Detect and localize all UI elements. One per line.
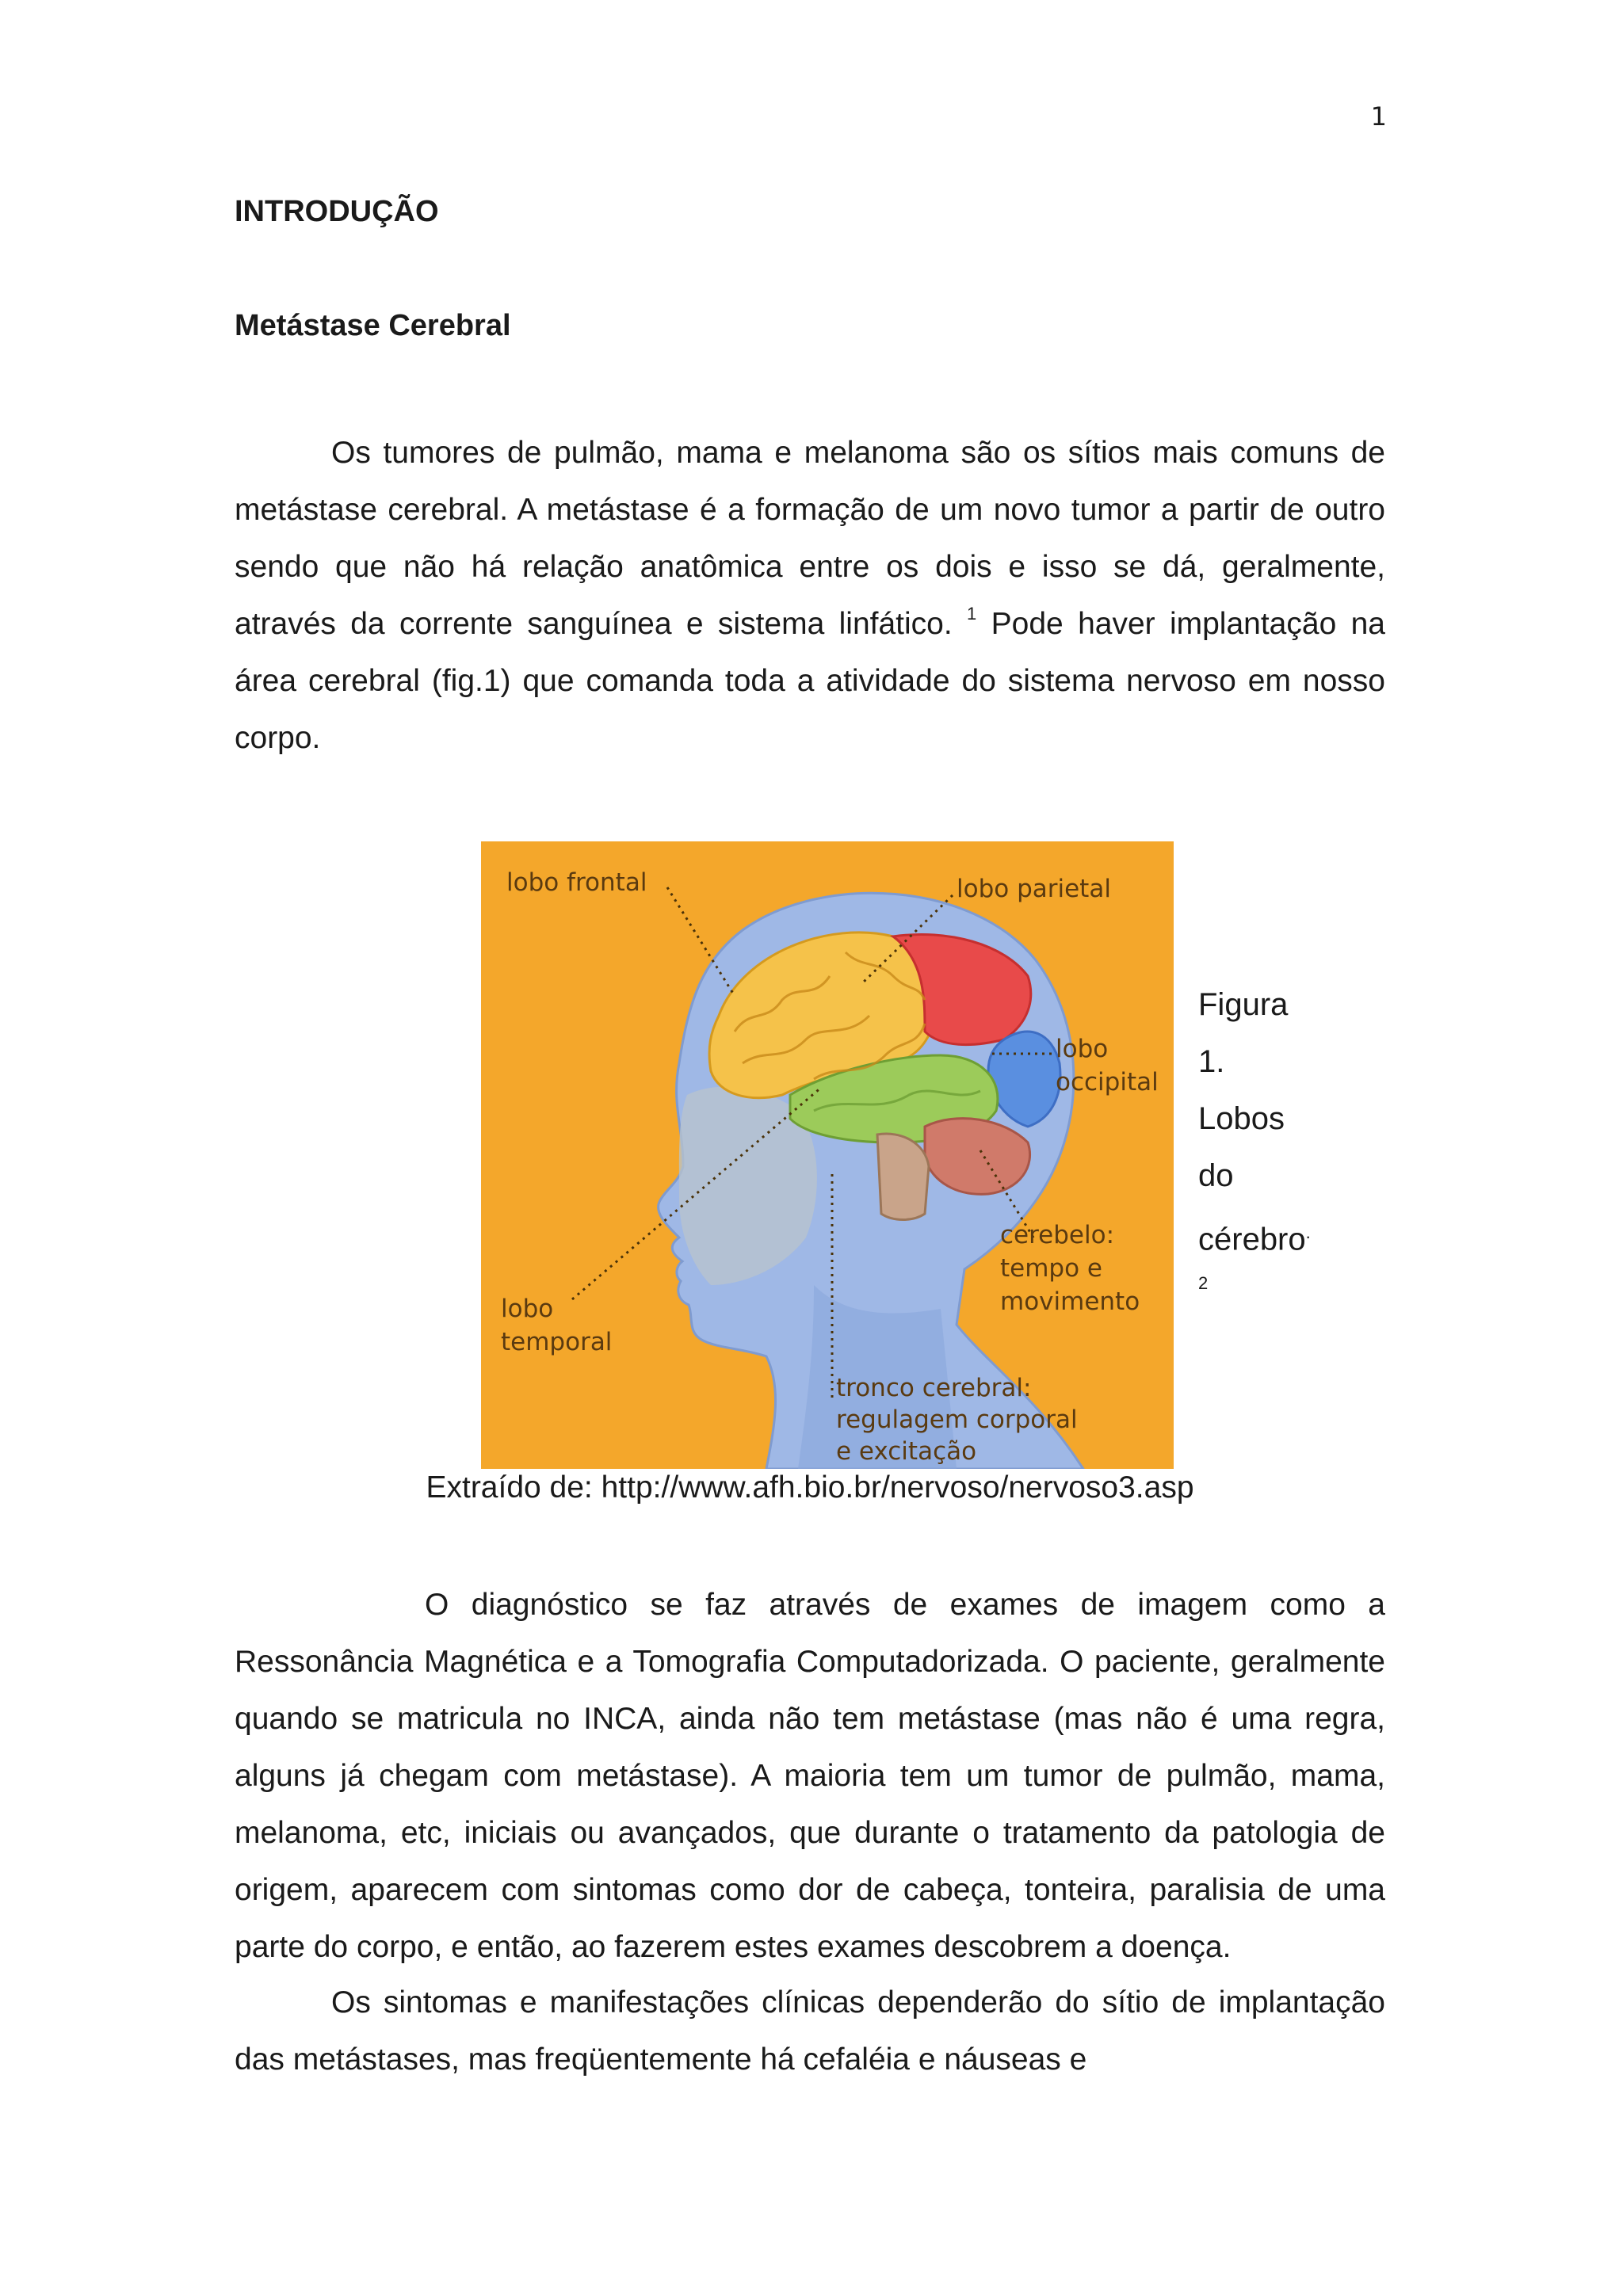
brain-figure <box>481 841 1174 1469</box>
footnote-ref-1: 1 <box>967 604 977 624</box>
label-lobo-occipital-1: lobo <box>1056 1035 1109 1063</box>
caption-line-1: Figura <box>1198 987 1289 1022</box>
label-lobo-temporal-2: temporal <box>501 1328 613 1356</box>
label-lobo-parietal: lobo parietal <box>957 875 1111 903</box>
paragraph-intro-text-cont: Pode haver implantação na área cerebral (fig.1) que comanda toda a atividade do sistema nervoso em nosso corpo. <box>235 607 1385 755</box>
caption-line-5-text: cérebro <box>1198 1222 1306 1257</box>
label-tronco-1: tronco cerebral: <box>836 1374 1032 1402</box>
label-tronco-2: regulagem corporal <box>836 1405 1078 1434</box>
label-tronco-3: e excitação <box>836 1437 977 1466</box>
paragraph-symptoms: Os sintomas e manifestações clínicas dependerão do sítio de implantação das metástases, mas freqüentemente há cefaléia e náuseas e <box>235 1985 1385 2077</box>
paragraph-intro-text: Os tumores de pulmão, mama e melanoma são os sítios mais comuns de metástase cerebral. A metástase é a formação de um novo tumor a partir de outro sendo que não há relação anatômica entre os dois e isso se dá, geralmente, através da corrente sanguínea e sistema linfático. <box>235 436 1385 641</box>
caption-footnote-ref: 2 <box>1198 1273 1209 1294</box>
label-cerebelo-3: movimento <box>1000 1287 1140 1316</box>
caption-line-4: do <box>1198 1158 1234 1193</box>
figure-source: Extraído de: http://www.afh.bio.br/nervoso/nervoso3.asp <box>426 1470 1194 1505</box>
label-cerebelo-2: tempo e <box>1000 1254 1102 1283</box>
paragraph-diagnosis: O diagnóstico se faz através de exames de imagem como a Ressonância Magnética e a Tomografia Computadorizada. O paciente, geralmente quando se matricula no INCA, ainda não tem metástase (mas não é uma regra, alguns já chegam com metástase). A maioria tem um tumor de pulmão, mama, melanoma, etc, iniciais ou avançados, que durante o tratamento da patologia de origem, aparecem com sintomas como dor de cabeça, tonteira, paralisia de uma parte do corpo, e então, ao fazerem estes exames descobrem a doença. <box>235 1588 1385 1964</box>
caption-dot: . <box>1305 1222 1311 1242</box>
section-title: INTRODUÇÃO <box>235 195 439 228</box>
page-number: 1 <box>1370 101 1387 132</box>
paragraph-intro <box>235 425 1385 767</box>
caption-line-2: 1. <box>1198 1044 1225 1079</box>
label-lobo-occipital-2: occipital <box>1056 1068 1159 1097</box>
figure-caption <box>1198 976 1311 1299</box>
caption-line-3: Lobos <box>1198 1101 1285 1136</box>
caption-line-5 <box>1198 1204 1311 1268</box>
subsection-title: Metástase Cerebral <box>235 309 511 342</box>
label-lobo-temporal-1: lobo <box>501 1295 554 1323</box>
brain-illustration <box>481 841 1174 1469</box>
label-cerebelo-1: cerebelo: <box>1000 1221 1115 1249</box>
label-lobo-frontal: lobo frontal <box>506 868 647 897</box>
